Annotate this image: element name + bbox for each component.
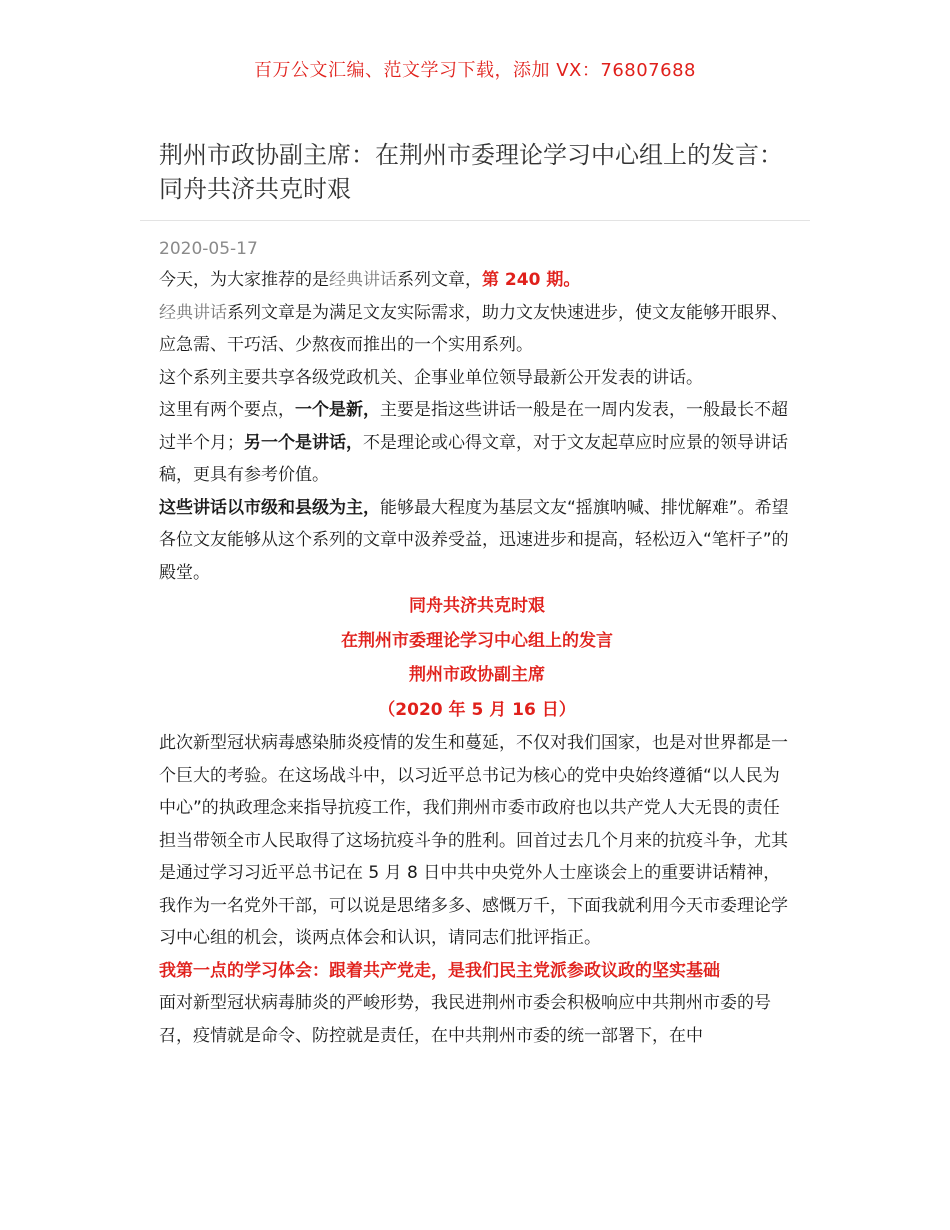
speech-paragraph-1: 此次新型冠状病毒感染肺炎疫情的发生和蔓延，不仅对我们国家，也是对世界都是一个巨大的考验。在这场战斗中，以习近平总书记为核心的党中央始终遵循“以人民为中心”的执政理念来指导抗疫工作，我们荆州市委市政府也以共产党人大无畏的责任担当带领全市人民取得了这场抗疫斗争的胜利。回首过去几个月来的抗疫斗争，尤其是通过学习习近平总书记在 5 月 8 日中共中央党外人士座谈会上的重要讲话精神，我作为一名党外干部，可以说是思绪多多、感慨万千，下面我就利用今天市委理论学习中心组的机会，谈两点体会和认识，请同志们批评指正。 — [159, 733, 788, 948]
intro-paragraph-4: 这里有两个要点，一个是新，主要是指这些讲话一般是在一周内发表，一般最长不超过半个月；另一个是讲话，不是理论或心得文章，对于文友起草应时应景的领导讲话稿，更具有参考价值。 — [159, 400, 788, 485]
speech-occasion: 在荆州市委理论学习中心组上的发言 — [341, 630, 613, 651]
title-divider — [140, 220, 810, 221]
intro-paragraph-2: 经典讲话系列文章是为满足文友实际需求，助力文友快速进步，使文友能够开眼界、应急需、干巧活、少熬夜而推出的一个实用系列。 — [159, 302, 788, 355]
publish-date: 2020-05-17 — [159, 239, 258, 259]
intro-paragraph-5: 这些讲话以市级和县级为主，能够最大程度为基层文友“摇旗呐喊、排忧解难”。希望各位文友能够从这个系列的文章中汲养受益，迅速进步和提高，轻松迈入“笔杆子”的殿堂。 — [159, 497, 789, 583]
issue-number: 第 240 期。 — [482, 270, 581, 290]
speech-paragraph-2: 面对新型冠状病毒肺炎的严峻形势，我民进荆州市委会积极响应中共荆州市委的号召，疫情就是命令、防控就是责任，在中共荆州市委的统一部署下，在中 — [159, 993, 771, 1046]
article-body — [159, 264, 795, 1052]
intro-paragraph-3: 这个系列主要共享各级党政机关、企事业单位领导最新公开发表的讲话。 — [159, 367, 703, 388]
promo-banner: 百万公文汇编、范文学习下载，添加 VX：76807688 — [254, 60, 696, 81]
section-heading-1: 我第一点的学习体会：跟着共产党走，是我们民主党派参政议政的坚实基础 — [159, 960, 720, 981]
series-name: 经典讲话 — [329, 270, 397, 290]
speech-title: 同舟共济共克时艰 — [409, 596, 545, 616]
series-name: 经典讲话 — [159, 302, 227, 323]
intro-paragraph-1: 今天，为大家推荐的是经典讲话系列文章，第 240 期。 — [159, 270, 581, 290]
article-title: 荆州市政协副主席：在荆州市委理论学习中心组上的发言：同舟共济共克时艰 — [159, 141, 783, 203]
speech-date: （2020 年 5 月 16 日） — [378, 699, 576, 720]
speaker-position: 荆州市政协副主席 — [409, 665, 545, 685]
